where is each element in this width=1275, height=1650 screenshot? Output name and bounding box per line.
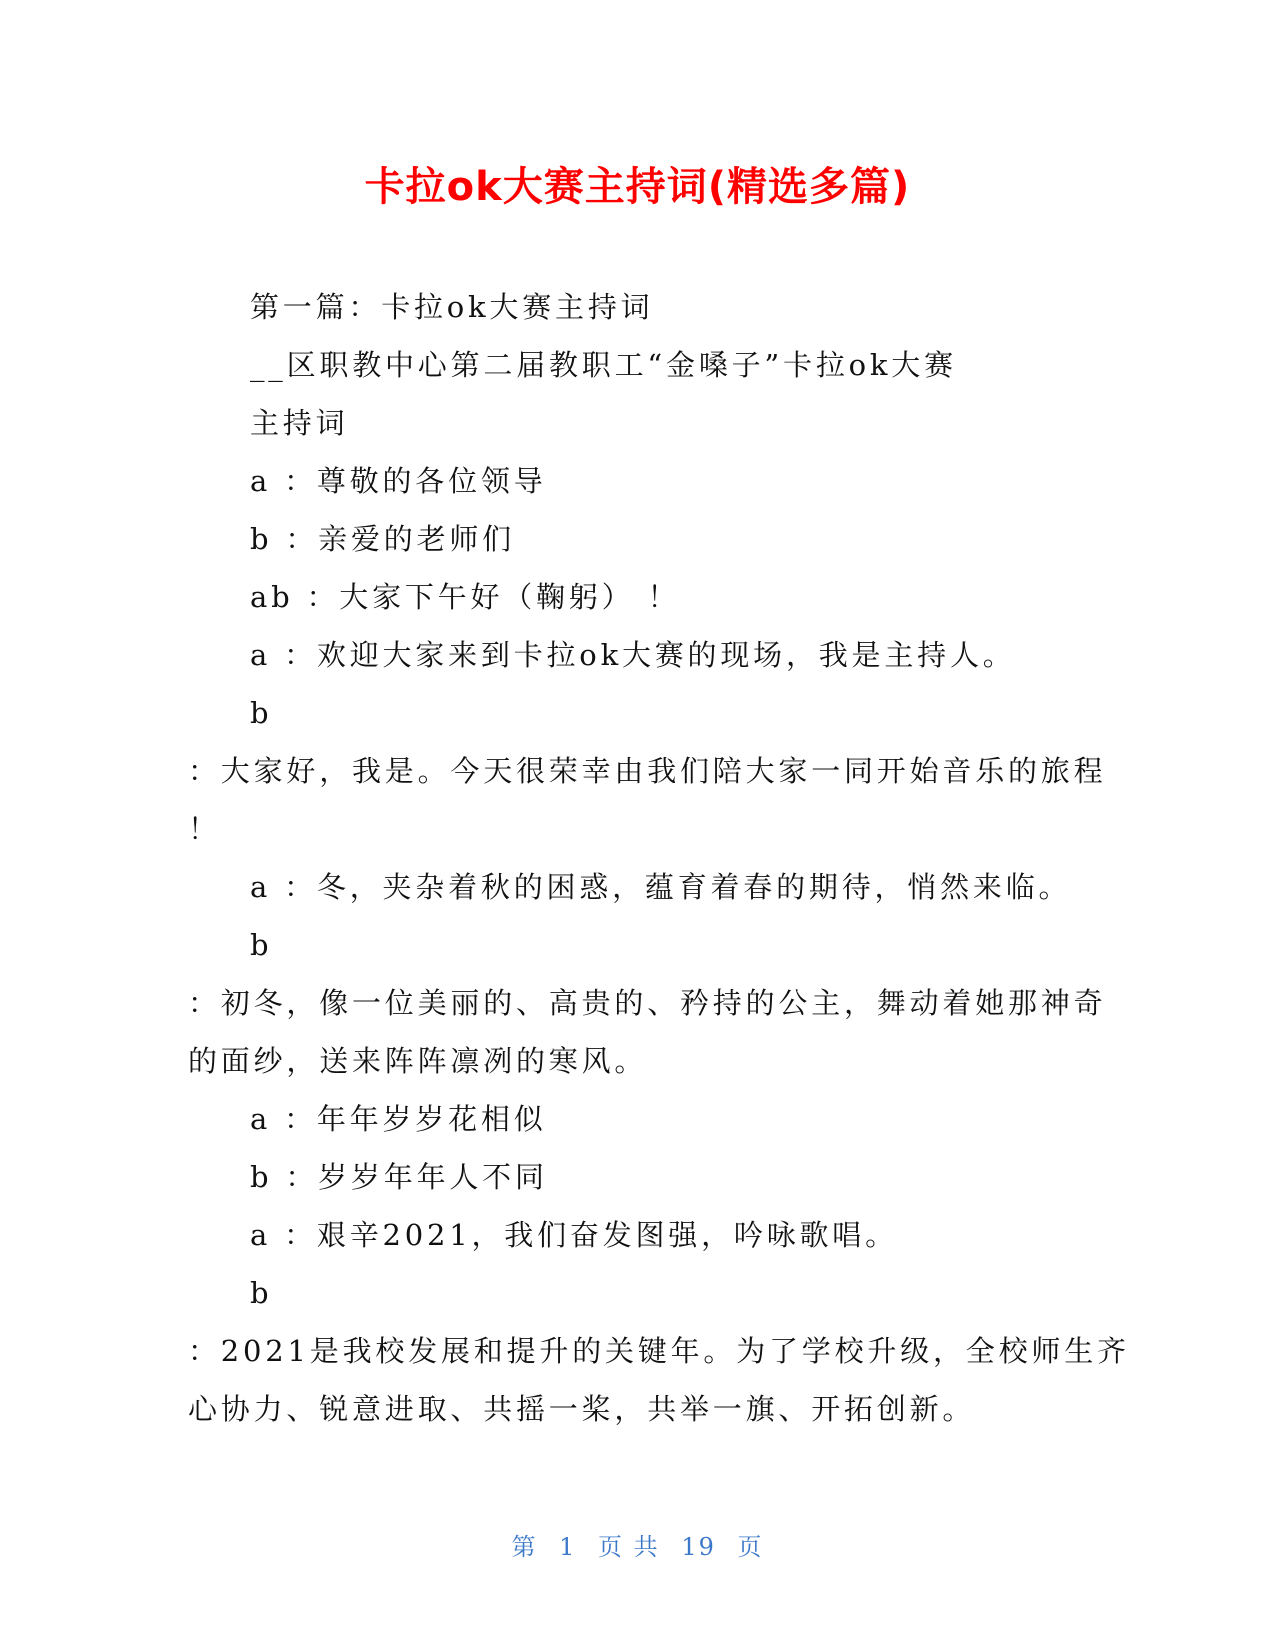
total-page-count: 19 (681, 1533, 716, 1561)
text-line: b (250, 1276, 273, 1310)
current-page-number: 1 (559, 1533, 577, 1561)
footer-suffix: 页 (737, 1533, 764, 1561)
text-line: 第一篇：卡拉ok大赛主持词 (250, 290, 654, 324)
text-line: ：2021是我校发展和提升的关键年。为了学校升级，全校师生齐 (188, 1334, 1130, 1368)
footer-middle: 页 共 (598, 1533, 660, 1561)
text-line: ab ：大家下午好（鞠躬） ！ (250, 580, 681, 614)
text-line: a ：欢迎大家来到卡拉ok大赛的现场，我是主持人。 (250, 638, 1016, 672)
page-footer (0, 1532, 1275, 1562)
text-line: a ：尊敬的各位领导 (250, 464, 547, 498)
text-line: a ：艰辛2021，我们奋发图强，吟咏歌唱。 (250, 1218, 898, 1252)
text-line: ：大家好，我是。今天很荣幸由我们陪大家一同开始音乐的旅程 (188, 754, 1107, 788)
text-line: a ：年年岁岁花相似 (250, 1102, 547, 1136)
text-line: __区职教中心第二届教职工“金嗓子”卡拉ok大赛 (250, 348, 957, 382)
text-line: b ：亲爱的老师们 (250, 522, 515, 556)
text-line: b ：岁岁年年人不同 (250, 1160, 548, 1194)
text-line: 心协力、锐意进取、共摇一桨，共举一旗、开拓创新。 (188, 1392, 976, 1426)
text-line: 的面纱，送来阵阵凛冽的寒风。 (188, 1044, 648, 1078)
text-line: ：初冬，像一位美丽的、高贵的、矜持的公主，舞动着她那神奇 (188, 986, 1107, 1020)
text-line: a ：冬，夹杂着秋的困惑，蕴育着春的期待，悄然来临。 (250, 870, 1072, 904)
text-line: 主持词 (250, 406, 349, 440)
text-line: b (250, 696, 273, 730)
text-line: ！ (188, 812, 221, 846)
text-line: b (250, 928, 273, 962)
footer-prefix: 第 (511, 1533, 538, 1561)
document-title: 卡拉ok大赛主持词(精选多篇) (364, 164, 911, 210)
